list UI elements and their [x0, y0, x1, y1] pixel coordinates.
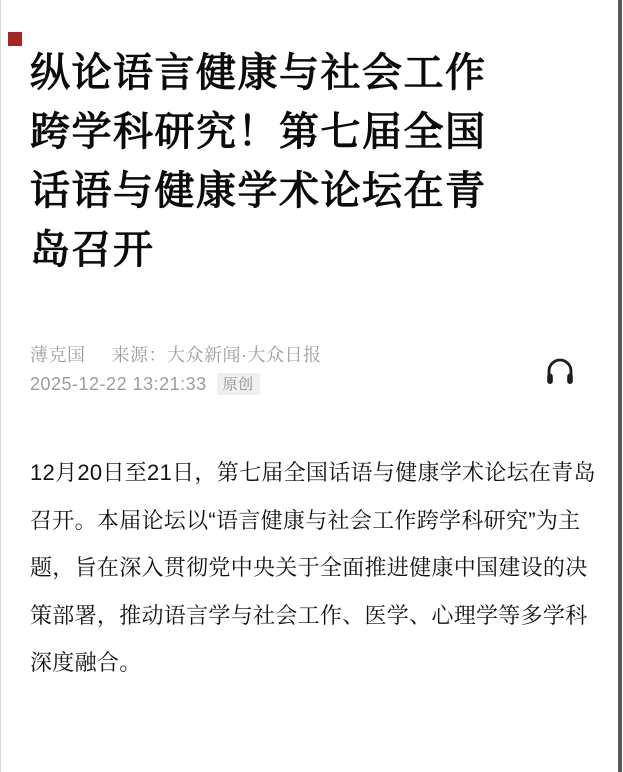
source-name: 大众新闻·大众日报 [167, 345, 322, 365]
listen-button[interactable] [541, 352, 579, 392]
byline-author-row [30, 341, 322, 370]
source-group [112, 345, 322, 365]
source-label: 来源： [111, 345, 167, 365]
original-badge: 原创 [217, 373, 260, 395]
left-edge-line [0, 0, 1, 772]
byline-date-row [30, 370, 322, 399]
article-paragraph: 12月20日至21日，第七届全国话语与健康学术论坛在青岛召开。本届论坛以“语言健康与社会工作跨学科研究”为主题，旨在深入贯彻党中央关于全面推进健康中国建设的决策部署，推动语言学与社会工作、医学、心理学等多学科深度融合。 [30, 460, 596, 675]
headphones-icon [544, 355, 576, 389]
author-name: 薄克国 [30, 345, 86, 365]
red-marker [8, 32, 22, 46]
article-title: 纵论语言健康与社会工作跨学科研究！第七届全国话语与健康学术论坛在青岛召开 [30, 51, 487, 272]
publish-datetime: 2025-12-22 13:21:33 [30, 374, 207, 394]
scrollbar[interactable] [618, 0, 622, 772]
byline [30, 341, 322, 399]
